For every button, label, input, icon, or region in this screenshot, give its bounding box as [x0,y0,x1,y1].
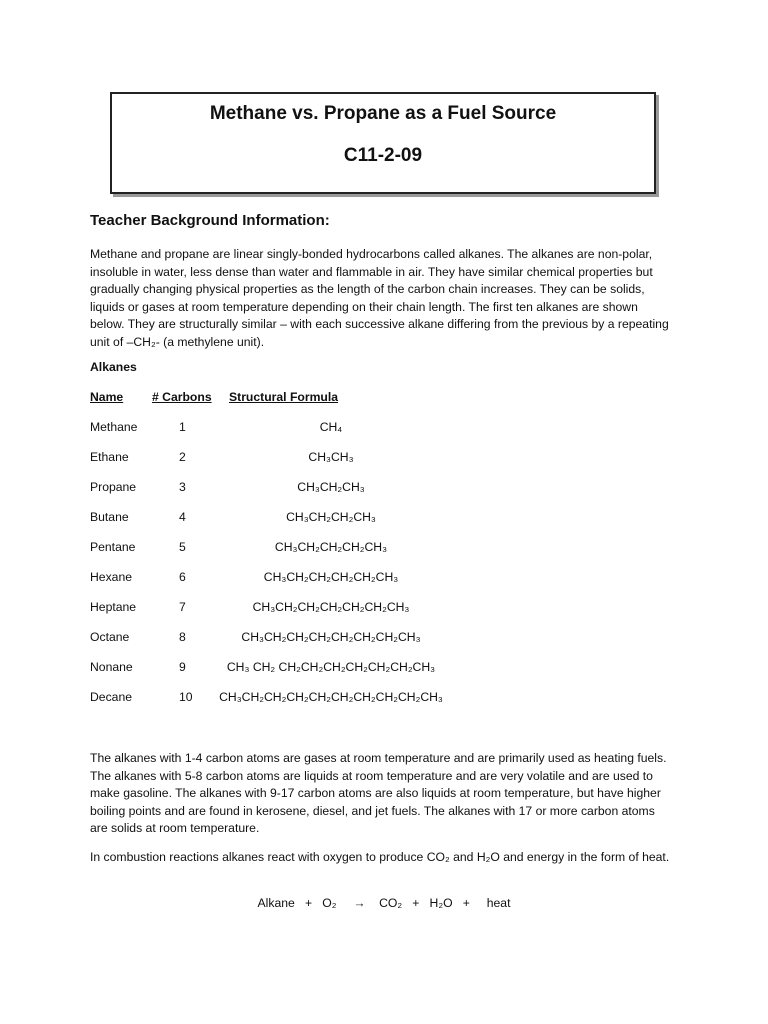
column-header-carbons: # Carbons [152,390,212,404]
alkanes-heading: Alkanes [90,360,137,374]
table-row [90,510,550,528]
column-header-name: Name [90,390,124,404]
combustion-equation: Alkane + O₂ → CO₂ + H₂O + heat [257,896,511,910]
alkane-name: Propane [90,480,137,494]
carbon-count: 8 [179,630,186,644]
structural-formula: CH₃ CH₂ CH₂CH₂CH₂CH₂CH₂CH₂CH₃ [226,660,436,674]
carbon-count: 6 [179,570,186,584]
alkane-uses-paragraph: The alkanes with 1-4 carbon atoms are gases at room temperature and are primarily used as heating fuels. The alkanes with 5-8 carbon atoms are liquids at room temperature and are very volatile and are used to make gasoline. The alkanes with 9-17 carbon atoms are also liquids at room temperature, but have higher boiling points and are found in kerosene, diesel, and jet fuels. The alkanes with 17 or more carbon atoms are solids at room temperature. [90,751,667,835]
carbon-count: 3 [179,480,186,494]
alkane-name: Ethane [90,450,129,464]
table-row [90,600,550,618]
alkane-name: Decane [90,690,133,704]
structural-formula: CH₃CH₂CH₂CH₂CH₃ [274,540,388,554]
structural-formula: CH₃CH₂CH₃ [297,480,365,494]
carbon-count: 9 [179,660,186,674]
carbon-count: 1 [179,420,186,434]
carbon-count: 7 [179,600,186,614]
structural-formula: CH₃CH₂CH₂CH₃ [286,510,376,524]
combustion-paragraph: In combustion reactions alkanes react with oxygen to produce CO₂ and H₂O and energy in the form of heat. [90,850,670,864]
alkane-name: Butane [90,510,129,524]
section-heading: Teacher Background Information: [90,212,330,229]
table-row [90,420,550,438]
table-row [90,570,550,588]
table-row [90,660,550,678]
document-title: Methane vs. Propane as a Fuel Source [209,103,557,124]
table-row [90,690,550,708]
table-row [90,630,550,648]
alkane-name: Pentane [90,540,136,554]
carbon-count: 5 [179,540,186,554]
document-code: C11-2-09 [343,145,423,166]
intro-paragraph: Methane and propane are linear singly-bonded hydrocarbons called alkanes. The alkanes are non-polar, insoluble in water, less dense than water and flammable in air. They have similar chemical properties but gradually changing physical properties as the length of the carbon chain increases. They can be solids, liquids or gases at room temperature depending on their chain length. The first ten alkanes are shown below. They are structurally similar – with each successive alkane differing from the previous by a repeating unit of –CH₂- (a methylene unit). [90,247,669,349]
table-row [90,480,550,498]
alkane-name: Heptane [90,600,137,614]
table-row [90,450,550,468]
structural-formula: CH₃CH₂CH₂CH₂CH₂CH₂CH₂CH₂CH₂CH₃ [219,690,443,704]
structural-formula: CH₃CH₂CH₂CH₂CH₂CH₃ [263,570,399,584]
structural-formula: CH₃CH₂CH₂CH₂CH₂CH₂CH₃ [252,600,410,614]
alkane-name: Octane [90,630,130,644]
column-header-formula: Structural Formula [229,390,339,404]
table-row [90,540,550,558]
carbon-count: 4 [179,510,186,524]
title-box [110,92,656,194]
carbon-count: 10 [179,690,193,704]
alkane-name: Hexane [90,570,133,584]
alkane-name: Methane [90,420,138,434]
structural-formula: CH₄ [319,420,343,434]
alkane-name: Nonane [90,660,133,674]
structural-formula: CH₃CH₃ [308,450,354,464]
carbon-count: 2 [179,450,186,464]
structural-formula: CH₃CH₂CH₂CH₂CH₂CH₂CH₂CH₃ [241,630,421,644]
